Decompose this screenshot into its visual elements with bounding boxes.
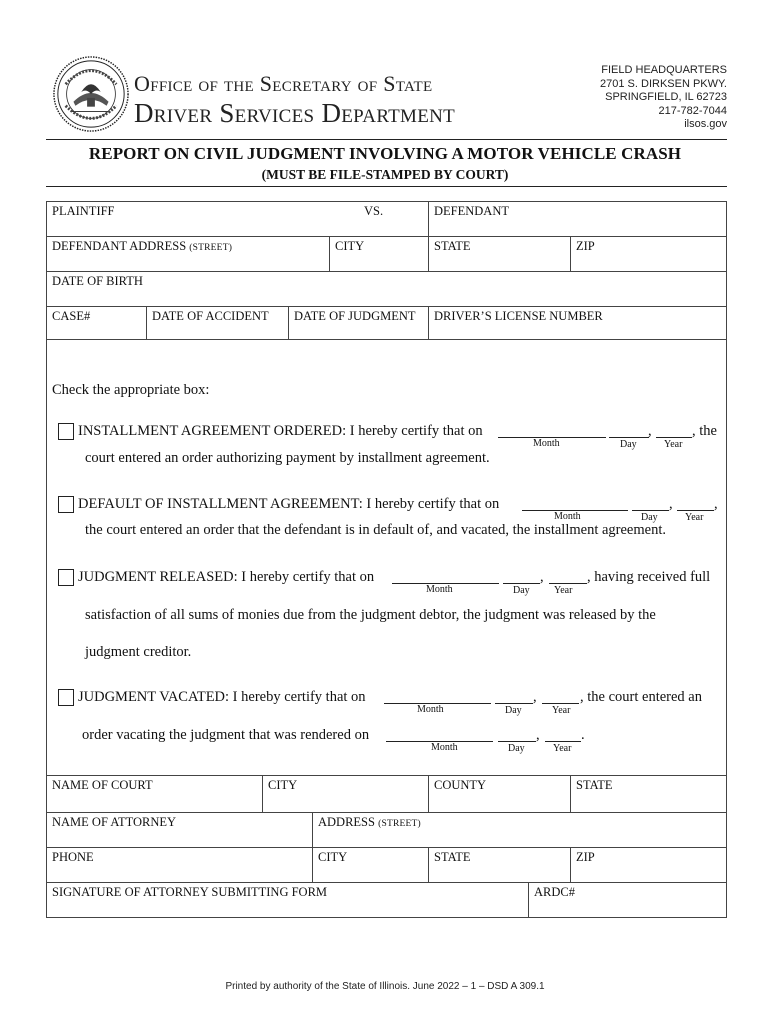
comma: ,: [648, 423, 652, 439]
footer-note: Printed by authority of the State of Illinois. June 2022 – 1 – DSD A 309.1: [225, 981, 545, 992]
year-label: Year: [554, 585, 573, 596]
installment-tail: , the: [692, 423, 717, 439]
row-parties: [47, 202, 726, 236]
attorney-zip-field[interactable]: [570, 848, 726, 882]
court-city-field[interactable]: [262, 776, 428, 812]
hq-line: FIELD HEADQUARTERS: [601, 64, 727, 76]
row-attorney: [47, 813, 726, 847]
installment-lead: INSTALLMENT AGREEMENT ORDERED: I hereby certify that on: [78, 423, 483, 439]
address-label: ADDRESS: [318, 815, 379, 829]
installment-line2: court entered an order authorizing payment by installment agreement.: [85, 450, 490, 466]
date-of-accident-label: DATE OF ACCIDENT: [152, 309, 269, 323]
row-court: [47, 776, 726, 812]
default-lead: DEFAULT OF INSTALLMENT AGREEMENT: I hereby certify that on: [78, 496, 500, 512]
year-label: Year: [685, 512, 704, 523]
agency-line-1: Office of the Secretary of State: [134, 71, 433, 96]
ardc-field[interactable]: [528, 883, 726, 917]
case-label: CASE#: [52, 309, 91, 323]
comma: ,: [536, 727, 540, 743]
form-title: REPORT ON CIVIL JUDGMENT INVOLVING A MOTOR VEHICLE CRASH: [88, 144, 682, 163]
county-field[interactable]: [428, 776, 570, 812]
vacated-tail: , the court entered an: [580, 689, 702, 705]
options-intro: Check the appropriate box:: [52, 382, 210, 398]
row-signature: [47, 883, 726, 917]
party-info-grid: [46, 201, 727, 340]
vacated-line2: order vacating the judgment that was rendered on: [82, 727, 370, 743]
hq-website: ilsos.gov: [684, 118, 727, 130]
day-label: Day: [505, 705, 522, 716]
header-divider: [46, 139, 727, 140]
dob-label: DATE OF BIRTH: [52, 274, 143, 288]
defendant-state-field[interactable]: [428, 237, 570, 271]
row-phone: [47, 848, 726, 882]
case-number-field[interactable]: [47, 307, 146, 340]
row-defendant-address: [47, 237, 726, 271]
date-of-judgment-field[interactable]: [288, 307, 428, 340]
released-lead: JUDGMENT RELEASED: I hereby certify that on: [78, 569, 375, 585]
date-of-judgment-label: DATE OF JUDGMENT: [294, 309, 416, 323]
headquarters-address: [600, 64, 727, 132]
day-label: Day: [641, 512, 658, 523]
city-label: CITY: [318, 850, 348, 864]
title-divider: [46, 186, 727, 187]
released-year-line[interactable]: [549, 583, 587, 584]
vacated-year-line[interactable]: [542, 703, 579, 704]
attorney-name-field[interactable]: [47, 813, 312, 847]
default-checkbox[interactable]: [58, 496, 74, 513]
license-label: DRIVER’S LICENSE NUMBER: [434, 309, 603, 323]
hq-phone: 217-782-7044: [658, 104, 727, 117]
zip-label: ZIP: [576, 239, 595, 253]
court-attorney-grid: [46, 775, 727, 918]
street-note: (STREET): [378, 819, 421, 829]
month-label: Month: [426, 584, 453, 595]
comma: ,: [669, 496, 673, 512]
ardc-label: ARDC#: [534, 885, 575, 899]
agency-name: [134, 72, 455, 128]
defendant-zip-field[interactable]: [570, 237, 726, 271]
row-dob: [47, 272, 726, 306]
rendered-year-line[interactable]: [545, 741, 581, 742]
state-label: STATE: [434, 850, 471, 864]
day-label: Day: [508, 743, 525, 754]
defendant-city-field[interactable]: [329, 237, 428, 271]
court-name-field[interactable]: [47, 776, 262, 812]
day-label: Day: [513, 585, 530, 596]
state-label: STATE: [434, 239, 471, 253]
default-year-line[interactable]: [677, 510, 714, 511]
day-label: Day: [620, 439, 637, 450]
license-number-field[interactable]: [428, 307, 726, 340]
defendant-label: DEFENDANT: [434, 204, 509, 218]
plaintiff-label: PLAINTIFF: [52, 204, 115, 218]
judgment-options-section: [46, 339, 727, 775]
month-label: Month: [554, 511, 581, 522]
released-tail: , having received full: [587, 569, 711, 585]
comma: ,: [714, 496, 718, 512]
court-state-field[interactable]: [570, 776, 726, 812]
installment-checkbox[interactable]: [58, 423, 74, 440]
date-of-accident-field[interactable]: [146, 307, 288, 340]
vacated-checkbox[interactable]: [58, 689, 74, 706]
agency-line-2: Driver Services Department: [134, 98, 456, 128]
released-checkbox[interactable]: [58, 569, 74, 586]
released-line2: satisfaction of all sums of monies due from the judgment debtor, the judgment was released by the: [85, 607, 656, 623]
date-of-birth-field[interactable]: [47, 272, 726, 306]
city-label: CITY: [268, 778, 298, 792]
year-label: Year: [552, 705, 571, 716]
signature-field[interactable]: [47, 883, 528, 917]
month-label: Month: [417, 704, 444, 715]
defendant-field[interactable]: [428, 202, 726, 236]
hq-line: SPRINGFIELD, IL 62723: [605, 91, 727, 103]
installment-year-line[interactable]: [656, 437, 692, 438]
county-label: COUNTY: [434, 778, 487, 792]
comma: ,: [533, 689, 537, 705]
form-subtitle: (MUST BE FILE-STAMPED BY COURT): [261, 167, 509, 182]
released-day-line[interactable]: [503, 583, 540, 584]
year-label: Year: [553, 743, 572, 754]
attorney-address-field[interactable]: [312, 813, 726, 847]
court-label: NAME OF COURT: [52, 778, 153, 792]
month-label: Month: [533, 438, 560, 449]
default-day-line[interactable]: [632, 510, 669, 511]
plaintiff-field[interactable]: [47, 202, 428, 236]
vacated-lead: JUDGMENT VACATED: I hereby certify that on: [78, 689, 366, 705]
defendant-address-field[interactable]: [47, 237, 329, 271]
illinois-state-seal-icon: [52, 55, 130, 133]
rendered-day-line[interactable]: [498, 741, 536, 742]
released-line3: judgment creditor.: [85, 644, 192, 660]
comma: ,: [540, 569, 544, 585]
vacated-day-line[interactable]: [495, 703, 533, 704]
city-label: CITY: [335, 239, 365, 253]
state-label: STATE: [576, 778, 613, 792]
hq-line: 2701 S. DIRKSEN PKWY.: [600, 77, 727, 90]
attorney-state-field[interactable]: [428, 848, 570, 882]
period: .: [581, 727, 585, 743]
attorney-label: NAME OF ATTORNEY: [52, 815, 177, 829]
signature-label: SIGNATURE OF ATTORNEY SUBMITTING FORM: [52, 885, 328, 899]
zip-label: ZIP: [576, 850, 595, 864]
attorney-city-field[interactable]: [312, 848, 428, 882]
year-label: Year: [664, 439, 683, 450]
default-line2: the court entered an order that the defendant is in default of, and vacated, the installment agreement.: [85, 522, 666, 538]
month-label: Month: [431, 742, 458, 753]
street-note: (STREET): [189, 243, 233, 253]
phone-field[interactable]: [47, 848, 312, 882]
vs-label: VS.: [364, 204, 384, 218]
defendant-address-label: DEFENDANT ADDRESS: [52, 239, 190, 253]
installment-day-line[interactable]: [609, 437, 649, 438]
phone-label: PHONE: [52, 850, 94, 864]
row-case: [47, 307, 726, 340]
